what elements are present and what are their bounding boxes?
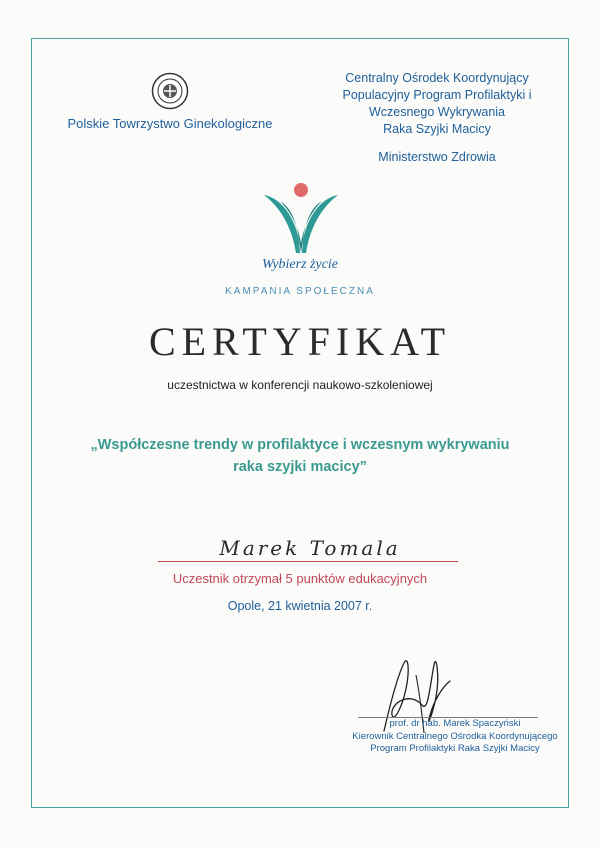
society-seal-icon [151, 72, 189, 110]
name-underline [158, 561, 458, 562]
topic-line-1: „Współczesne trendy w profilaktyce i wczesnym wykrywaniu [90, 437, 510, 453]
topic-line-2: raka szyjki macicy” [233, 459, 367, 475]
campaign-label: KAMPANIA SPOŁECZNA [225, 286, 375, 297]
signer-program: Program Profilaktyki Raka Szyjki Macicy [370, 743, 540, 754]
coordinating-center [318, 70, 556, 166]
center-line-2: Populacyjny Program Profilaktyki i [342, 88, 532, 102]
participant-name: Marek Tomala [219, 536, 401, 560]
center-line-3: Wczesnego Wykrywania [368, 105, 506, 119]
ministry-name: Ministerstwo Zdrowia [378, 150, 496, 164]
conference-topic [60, 434, 540, 478]
certificate-subtitle: uczestnictwa w konferencji naukowo-szkoleniowej [167, 378, 433, 392]
campaign-slogan: Wybierz życie [261, 257, 339, 272]
signer-position: Kierownik Centralnego Ośrodka Koordynującego [352, 730, 558, 742]
campaign-logo-icon [262, 181, 340, 257]
center-line-1: Centralny Ośrodek Koordynujący [345, 71, 529, 85]
center-line-4: Raka Szyjki Macicy [383, 122, 491, 136]
place-and-date: Opole, 21 kwietnia 2007 r. [227, 599, 373, 613]
society-name: Polskie Towrzystwo Ginekologiczne [67, 116, 273, 131]
signer-name: prof. dr hab. Marek Spaczyński [389, 718, 521, 729]
certificate-title: CERTYFIKAT [148, 319, 452, 364]
education-points: Uczestnik otrzymał 5 punktów edukacyjnych [172, 571, 428, 586]
signer-block [330, 718, 580, 756]
